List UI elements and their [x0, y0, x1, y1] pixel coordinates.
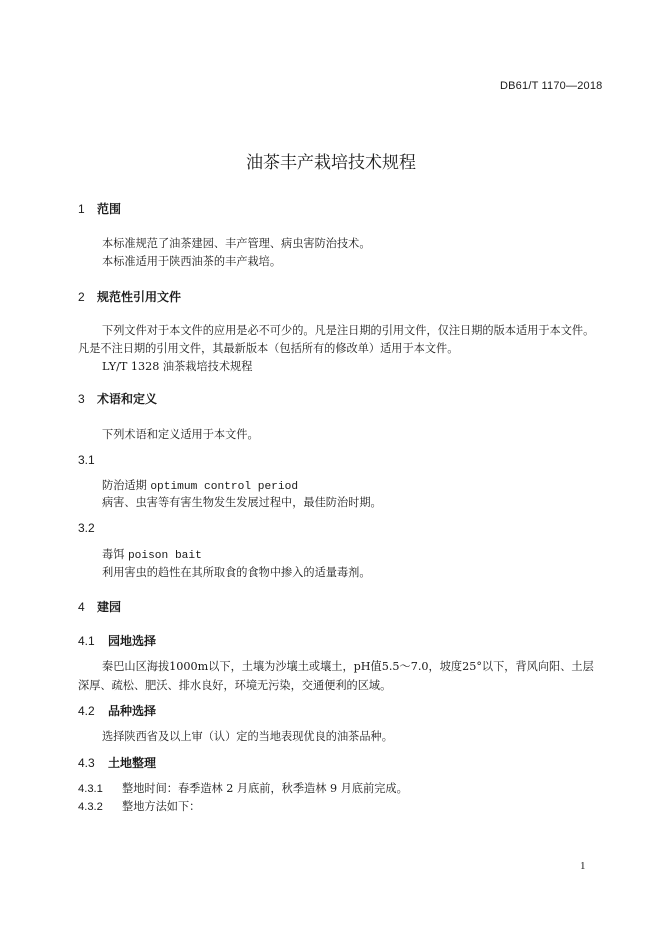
section-1-heading [78, 200, 121, 217]
site-selection-line-1: 秦巴山区海拔1000m以下，土壤为沙壤土或壤土，pH值5.5～7.0，坡度25°以下，背风向阳、土层 [102, 660, 594, 673]
clause-text: 整地方法如下： [122, 800, 201, 813]
term-english: poison bait [127, 550, 202, 562]
scope-paragraph-1: 本标准规范了油茶建园、丰产管理、病虫害防治技术。 [102, 237, 371, 250]
normative-paragraph-line-2: 凡是不注日期的引用文件，其最新版本（包括所有的修改单）适用于本文件。 [78, 342, 459, 355]
section-number: 4.2 [78, 704, 95, 718]
term-number: 3.2 [78, 521, 95, 535]
section-4-2-heading [78, 702, 156, 719]
term-3-1-number [78, 453, 95, 467]
term-chinese: 防治适期 [102, 479, 147, 492]
clause-text: 整地时间：春季造林 2 月底前，秋季造林 9 月底前完成。 [122, 782, 408, 795]
section-title: 术语和定义 [97, 392, 158, 406]
section-number: 2 [78, 290, 85, 304]
standard-number: DB61/T 1170—2018 [500, 80, 603, 92]
clause-number: 4.3.1 [78, 783, 103, 795]
term-chinese: 毒饵 [102, 548, 125, 561]
term-3-2-name [102, 546, 202, 562]
section-4-heading [78, 598, 121, 615]
site-selection-line-2: 深厚、疏松、肥沃、排水良好，环境无污染，交通便利的区域。 [78, 679, 392, 692]
section-title: 土地整理 [108, 756, 157, 770]
term-number: 3.1 [78, 453, 95, 467]
page-number: 1 [580, 860, 586, 872]
section-title: 范围 [97, 202, 122, 216]
term-3-2-number [78, 521, 95, 535]
scope-paragraph-2: 本标准适用于陕西油茶的丰产栽培。 [102, 255, 282, 268]
term-3-2-definition: 利用害虫的趋性在其所取食的食物中掺入的适量毒剂。 [102, 566, 371, 579]
variety-selection-paragraph: 选择陕西省及以上审（认）定的当地表现优良的油茶品种。 [102, 730, 393, 743]
clause-4-3-1 [78, 780, 408, 796]
term-3-1-name [102, 477, 298, 493]
section-3-heading [78, 390, 157, 407]
section-title: 园地选择 [108, 634, 157, 648]
section-number: 4.1 [78, 634, 95, 648]
section-number: 3 [78, 392, 85, 406]
section-number: 4 [78, 600, 85, 614]
term-3-1-definition: 病害、虫害等有害生物发生发展过程中，最佳防治时期。 [102, 496, 382, 509]
section-title: 规范性引用文件 [97, 290, 182, 304]
clause-number: 4.3.2 [78, 801, 103, 813]
section-title: 建园 [97, 600, 122, 614]
normative-reference: LY/T 1328 油茶栽培技术规程 [102, 360, 253, 373]
section-4-3-heading [78, 754, 156, 771]
terms-intro: 下列术语和定义适用于本文件。 [102, 428, 259, 441]
term-english: optimum control period [150, 481, 299, 493]
clause-4-3-2 [78, 798, 200, 814]
document-title: 油茶丰产栽培技术规程 [246, 153, 416, 173]
section-4-1-heading [78, 632, 156, 649]
section-number: 4.3 [78, 756, 95, 770]
section-title: 品种选择 [108, 704, 157, 718]
section-number: 1 [78, 202, 85, 216]
section-2-heading [78, 288, 181, 305]
normative-paragraph-line-1: 下列文件对于本文件的应用是必不可少的。凡是注日期的引用文件，仅注日期的版本适用于本文件。 [102, 324, 595, 337]
